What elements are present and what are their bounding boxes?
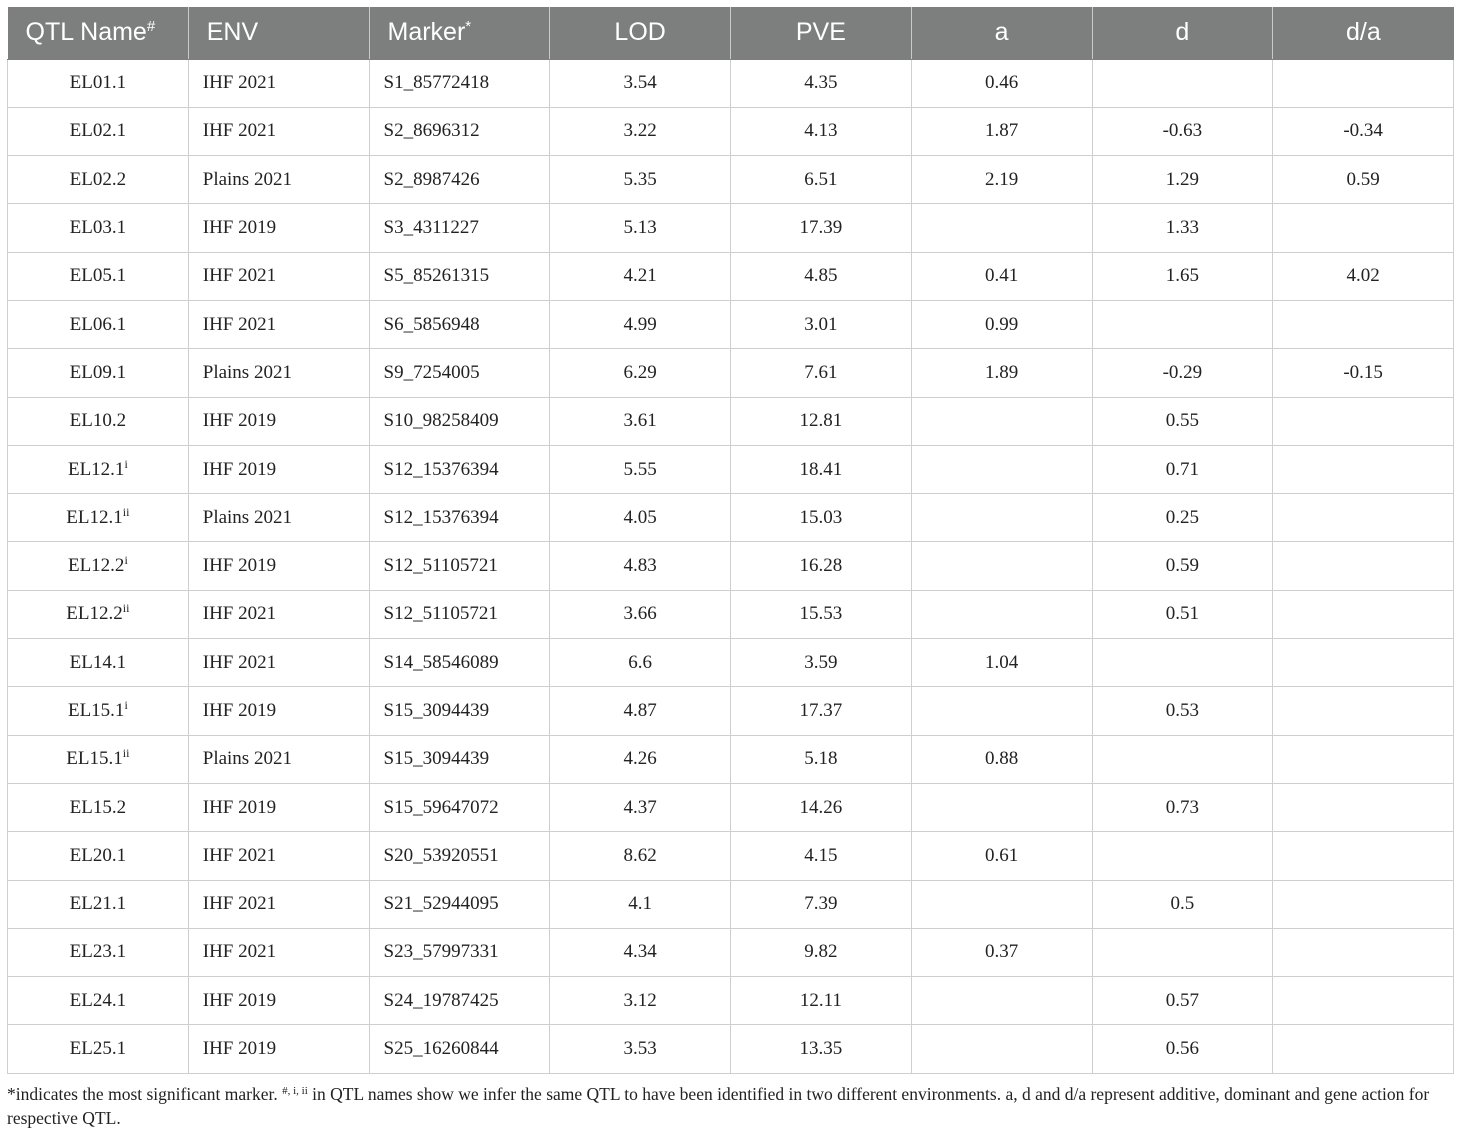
cell-lod: 5.55: [550, 445, 731, 493]
cell-qtl-name: EL12.2$^i$: [8, 542, 189, 590]
cell-a: [911, 204, 1092, 252]
cell-qtl-name: EL15.2: [8, 783, 189, 831]
cell-d-over-a: [1273, 59, 1454, 107]
cell-lod: 4.26: [550, 735, 731, 783]
cell-qtl-name: EL25.1: [8, 1025, 189, 1073]
cell-env: Plains 2021: [188, 156, 369, 204]
cell-d: 0.25: [1092, 494, 1273, 542]
cell-marker: S12_15376394: [369, 494, 550, 542]
cell-a: 1.04: [911, 639, 1092, 687]
cell-env: IHF 2019: [188, 1025, 369, 1073]
cell-d: [1092, 639, 1273, 687]
cell-pve: 17.39: [731, 204, 912, 252]
cell-qtl-name: EL15.1$^{ii}$: [8, 735, 189, 783]
cell-a: 0.88: [911, 735, 1092, 783]
cell-env: IHF 2021: [188, 832, 369, 880]
header-d: d: [1092, 7, 1273, 59]
cell-env: IHF 2019: [188, 687, 369, 735]
qtl-name-superscript: ii: [122, 601, 130, 616]
cell-lod: 3.12: [550, 977, 731, 1025]
table-row: [8, 494, 1454, 542]
cell-d: 0.56: [1092, 1025, 1273, 1073]
cell-qtl-name: EL21.1: [8, 880, 189, 928]
header-row: [8, 7, 1454, 59]
cell-a: 0.37: [911, 928, 1092, 976]
qtl-table: [7, 7, 1454, 1074]
table-row: [8, 252, 1454, 300]
cell-env: Plains 2021: [188, 735, 369, 783]
cell-marker: S2_8987426: [369, 156, 550, 204]
cell-marker: S12_51105721: [369, 542, 550, 590]
cell-env: Plains 2021: [188, 349, 369, 397]
cell-d: 0.73: [1092, 783, 1273, 831]
cell-pve: 4.15: [731, 832, 912, 880]
table-row: [8, 59, 1454, 107]
cell-marker: S12_15376394: [369, 445, 550, 493]
table-row: [8, 156, 1454, 204]
cell-pve: 14.26: [731, 783, 912, 831]
cell-lod: 3.22: [550, 107, 731, 155]
cell-d-over-a: [1273, 300, 1454, 348]
cell-a: [911, 1025, 1092, 1073]
table-row: [8, 349, 1454, 397]
cell-pve: 6.51: [731, 156, 912, 204]
header-qtl-name: QTL Name#: [8, 7, 189, 59]
cell-pve: 4.85: [731, 252, 912, 300]
cell-pve: 3.01: [731, 300, 912, 348]
cell-a: [911, 783, 1092, 831]
cell-lod: 4.05: [550, 494, 731, 542]
cell-qtl-name: EL09.1: [8, 349, 189, 397]
cell-lod: 4.83: [550, 542, 731, 590]
cell-d: [1092, 59, 1273, 107]
cell-qtl-name: EL20.1: [8, 832, 189, 880]
cell-qtl-name: EL03.1: [8, 204, 189, 252]
cell-env: IHF 2019: [188, 204, 369, 252]
cell-env: IHF 2021: [188, 107, 369, 155]
footnote-text-2: in QTL names show we infer the same QTL to have been identified in two different environments. a, d and d/a represent additive, dominant and gene action for respective QTL.: [7, 1084, 1430, 1128]
header-lod: LOD: [550, 7, 731, 59]
cell-qtl-name: EL02.2: [8, 156, 189, 204]
cell-marker: S15_3094439: [369, 687, 550, 735]
cell-pve: 16.28: [731, 542, 912, 590]
cell-pve: 7.39: [731, 880, 912, 928]
cell-marker: S6_5856948: [369, 300, 550, 348]
cell-d: 0.55: [1092, 397, 1273, 445]
cell-d-over-a: 0.59: [1273, 156, 1454, 204]
cell-lod: 6.29: [550, 349, 731, 397]
cell-lod: 5.35: [550, 156, 731, 204]
cell-a: 1.87: [911, 107, 1092, 155]
cell-d-over-a: [1273, 542, 1454, 590]
cell-qtl-name: EL01.1: [8, 59, 189, 107]
cell-lod: 4.1: [550, 880, 731, 928]
cell-d: -0.29: [1092, 349, 1273, 397]
cell-d: -0.63: [1092, 107, 1273, 155]
cell-marker: S12_51105721: [369, 590, 550, 638]
table-row: [8, 204, 1454, 252]
cell-pve: 5.18: [731, 735, 912, 783]
cell-lod: 8.62: [550, 832, 731, 880]
cell-a: [911, 687, 1092, 735]
footnote-superscripts: #, i, ii: [282, 1085, 308, 1097]
cell-d-over-a: [1273, 494, 1454, 542]
cell-qtl-name: EL12.1$^i$: [8, 445, 189, 493]
cell-a: 0.61: [911, 832, 1092, 880]
cell-a: [911, 397, 1092, 445]
cell-d: 0.53: [1092, 687, 1273, 735]
cell-env: IHF 2019: [188, 542, 369, 590]
cell-marker: S9_7254005: [369, 349, 550, 397]
cell-qtl-name: EL06.1: [8, 300, 189, 348]
cell-marker: S10_98258409: [369, 397, 550, 445]
cell-a: 0.46: [911, 59, 1092, 107]
cell-qtl-name: EL23.1: [8, 928, 189, 976]
table-row: [8, 300, 1454, 348]
qtl-name-superscript: ii: [122, 746, 130, 761]
cell-d: [1092, 300, 1273, 348]
cell-lod: 3.61: [550, 397, 731, 445]
table-row: [8, 977, 1454, 1025]
cell-d-over-a: [1273, 977, 1454, 1025]
cell-env: IHF 2019: [188, 445, 369, 493]
cell-lod: 3.54: [550, 59, 731, 107]
cell-env: IHF 2021: [188, 59, 369, 107]
cell-qtl-name: EL12.1$^{ii}$: [8, 494, 189, 542]
cell-d: 0.51: [1092, 590, 1273, 638]
cell-env: IHF 2021: [188, 928, 369, 976]
cell-d: 1.65: [1092, 252, 1273, 300]
cell-d-over-a: [1273, 590, 1454, 638]
table-row: [8, 397, 1454, 445]
cell-a: 2.19: [911, 156, 1092, 204]
cell-marker: S23_57997331: [369, 928, 550, 976]
table-row: [8, 880, 1454, 928]
cell-lod: 4.99: [550, 300, 731, 348]
table-row: [8, 735, 1454, 783]
cell-pve: 13.35: [731, 1025, 912, 1073]
cell-lod: 4.21: [550, 252, 731, 300]
cell-d: 0.5: [1092, 880, 1273, 928]
table-footnote: [7, 1082, 1457, 1130]
table-row: [8, 639, 1454, 687]
table-row: [8, 783, 1454, 831]
cell-lod: 4.87: [550, 687, 731, 735]
cell-pve: 4.13: [731, 107, 912, 155]
cell-marker: S5_85261315: [369, 252, 550, 300]
cell-lod: 6.6: [550, 639, 731, 687]
cell-d-over-a: [1273, 832, 1454, 880]
cell-qtl-name: EL12.2$^{ii}$: [8, 590, 189, 638]
cell-marker: S1_85772418: [369, 59, 550, 107]
cell-lod: 4.34: [550, 928, 731, 976]
cell-d-over-a: [1273, 397, 1454, 445]
cell-pve: 17.37: [731, 687, 912, 735]
cell-pve: 12.81: [731, 397, 912, 445]
cell-qtl-name: EL02.1: [8, 107, 189, 155]
cell-env: IHF 2021: [188, 639, 369, 687]
cell-env: Plains 2021: [188, 494, 369, 542]
cell-lod: 4.37: [550, 783, 731, 831]
cell-qtl-name: EL14.1: [8, 639, 189, 687]
cell-marker: S21_52944095: [369, 880, 550, 928]
cell-marker: S25_16260844: [369, 1025, 550, 1073]
table-row: [8, 687, 1454, 735]
cell-d-over-a: -0.15: [1273, 349, 1454, 397]
cell-pve: 15.03: [731, 494, 912, 542]
cell-qtl-name: EL05.1: [8, 252, 189, 300]
qtl-table-container: [7, 7, 1453, 1074]
cell-env: IHF 2019: [188, 977, 369, 1025]
table-body: [8, 59, 1454, 1073]
table-row: [8, 832, 1454, 880]
cell-env: IHF 2019: [188, 783, 369, 831]
table-row: [8, 542, 1454, 590]
cell-a: [911, 880, 1092, 928]
cell-d-over-a: [1273, 735, 1454, 783]
header-env: ENV: [188, 7, 369, 59]
cell-qtl-name: EL15.1$^i$: [8, 687, 189, 735]
cell-lod: 5.13: [550, 204, 731, 252]
cell-lod: 3.66: [550, 590, 731, 638]
cell-qtl-name: EL24.1: [8, 977, 189, 1025]
table-row: [8, 928, 1454, 976]
cell-pve: 7.61: [731, 349, 912, 397]
cell-marker: S15_3094439: [369, 735, 550, 783]
header-marker: Marker*: [369, 7, 550, 59]
cell-marker: S20_53920551: [369, 832, 550, 880]
cell-d: [1092, 735, 1273, 783]
cell-env: IHF 2019: [188, 397, 369, 445]
cell-d-over-a: [1273, 687, 1454, 735]
table-row: [8, 590, 1454, 638]
cell-a: [911, 494, 1092, 542]
cell-qtl-name: EL10.2: [8, 397, 189, 445]
cell-pve: 12.11: [731, 977, 912, 1025]
cell-a: 0.41: [911, 252, 1092, 300]
header-a: a: [911, 7, 1092, 59]
footnote-text-1: *indicates the most significant marker.: [7, 1084, 283, 1104]
cell-a: 1.89: [911, 349, 1092, 397]
cell-env: IHF 2021: [188, 300, 369, 348]
table-row: [8, 445, 1454, 493]
qtl-name-superscript: i: [124, 553, 128, 568]
cell-env: IHF 2021: [188, 590, 369, 638]
cell-d-over-a: [1273, 1025, 1454, 1073]
cell-a: [911, 590, 1092, 638]
cell-d: [1092, 928, 1273, 976]
qtl-name-superscript: ii: [122, 504, 130, 519]
cell-pve: 18.41: [731, 445, 912, 493]
cell-d-over-a: [1273, 928, 1454, 976]
cell-pve: 15.53: [731, 590, 912, 638]
cell-a: [911, 977, 1092, 1025]
cell-d-over-a: 4.02: [1273, 252, 1454, 300]
table-row: [8, 1025, 1454, 1073]
header-pve: PVE: [731, 7, 912, 59]
cell-a: [911, 445, 1092, 493]
cell-a: [911, 542, 1092, 590]
cell-d-over-a: [1273, 639, 1454, 687]
cell-marker: S15_59647072: [369, 783, 550, 831]
cell-lod: 3.53: [550, 1025, 731, 1073]
cell-d-over-a: [1273, 783, 1454, 831]
cell-pve: 4.35: [731, 59, 912, 107]
table-header: [8, 7, 1454, 59]
cell-d: 0.71: [1092, 445, 1273, 493]
cell-marker: S24_19787425: [369, 977, 550, 1025]
cell-env: IHF 2021: [188, 880, 369, 928]
table-row: [8, 107, 1454, 155]
qtl-name-superscript: i: [124, 698, 128, 712]
cell-pve: 9.82: [731, 928, 912, 976]
cell-marker: S14_58546089: [369, 639, 550, 687]
cell-d: [1092, 832, 1273, 880]
cell-d: 0.59: [1092, 542, 1273, 590]
cell-d: 1.29: [1092, 156, 1273, 204]
cell-d-over-a: -0.34: [1273, 107, 1454, 155]
cell-d-over-a: [1273, 880, 1454, 928]
cell-a: 0.99: [911, 300, 1092, 348]
cell-d-over-a: [1273, 445, 1454, 493]
cell-marker: S2_8696312: [369, 107, 550, 155]
qtl-name-superscript: i: [124, 456, 128, 471]
header-d-over-a: d/a: [1273, 7, 1454, 59]
cell-d-over-a: [1273, 204, 1454, 252]
cell-d: 1.33: [1092, 204, 1273, 252]
cell-marker: S3_4311227: [369, 204, 550, 252]
cell-d: 0.57: [1092, 977, 1273, 1025]
cell-pve: 3.59: [731, 639, 912, 687]
cell-env: IHF 2021: [188, 252, 369, 300]
